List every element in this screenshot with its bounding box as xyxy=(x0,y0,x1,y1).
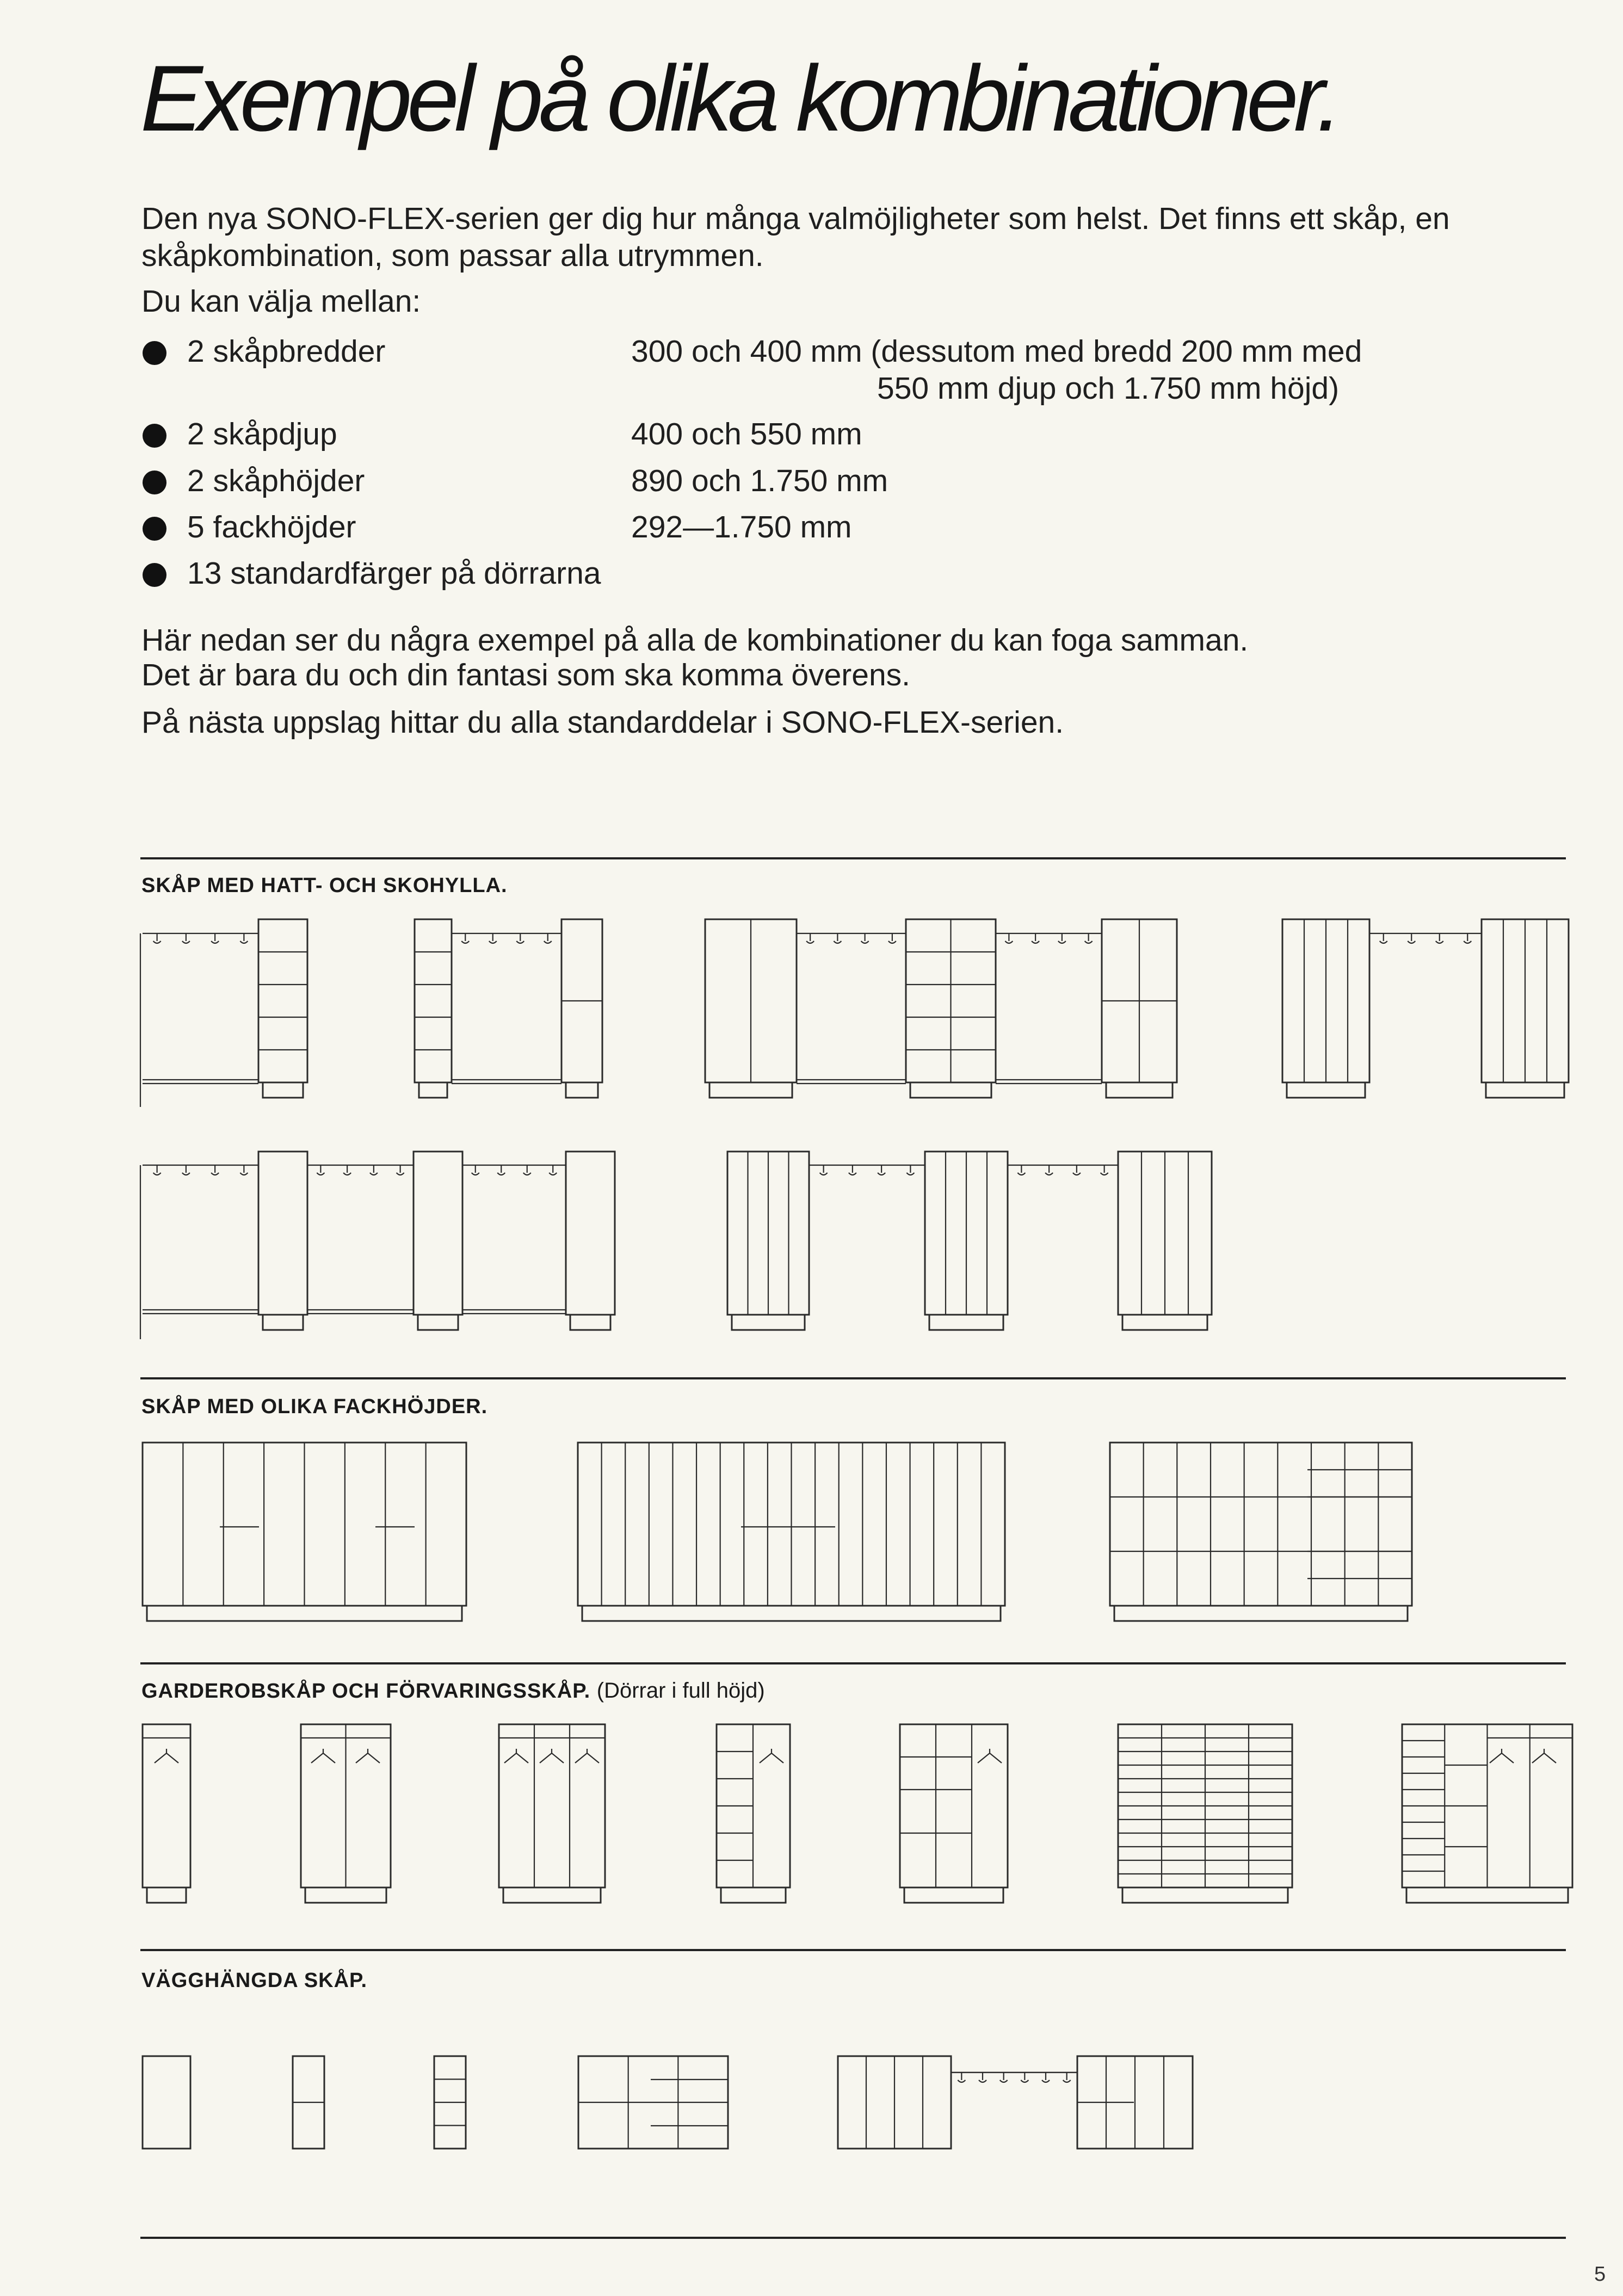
hook-icon xyxy=(1021,2080,1028,2082)
intro-choose: Du kan välja mellan: xyxy=(141,284,421,319)
hook-icon xyxy=(849,1173,856,1175)
hook-icon xyxy=(153,1173,161,1175)
hook-icon xyxy=(397,1173,404,1175)
hook-icon xyxy=(240,941,248,943)
hanger-icon xyxy=(540,1749,564,1763)
plinth xyxy=(1122,1315,1207,1330)
cabinet-outline xyxy=(900,1724,1008,1887)
intro-line-2: skåpkombination, som passar alla utrymmen. xyxy=(141,238,764,273)
hook-icon xyxy=(1000,2080,1008,2082)
hook-icon xyxy=(461,941,469,943)
hook-icon xyxy=(958,2080,965,2082)
hook-icon xyxy=(516,941,524,943)
section-heading: SKÅP MED OLIKA FACKHÖJDER. xyxy=(141,1395,488,1418)
hook-icon xyxy=(1063,2080,1071,2082)
plinth xyxy=(1287,1082,1365,1098)
intro-line-1: Den nya SONO-FLEX-serien ger dig hur många valmöjligheter som helst. Det finns ett skåp, en xyxy=(141,201,1450,236)
section-heading: VÄGGHÄNGDA SKÅP. xyxy=(141,1969,368,1992)
hook-icon xyxy=(240,1173,248,1175)
hook-icon xyxy=(211,941,219,943)
plinth xyxy=(263,1082,303,1098)
hook-icon xyxy=(834,941,841,943)
hook-icon xyxy=(1005,941,1013,943)
hook-icon xyxy=(861,941,869,943)
hook-icon xyxy=(544,941,552,943)
hook-icon xyxy=(1042,2080,1050,2082)
plinth xyxy=(263,1315,303,1330)
option-label: 2 skåpbredder xyxy=(187,334,386,369)
hanger-icon xyxy=(760,1749,783,1763)
section-heading: SKÅP MED HATT- OCH SKOHYLLA. xyxy=(141,874,508,897)
hook-icon xyxy=(472,1173,479,1175)
hook-icon xyxy=(489,941,497,943)
cabinet-outline xyxy=(258,1152,307,1315)
hook-icon xyxy=(182,941,190,943)
hanger-icon xyxy=(504,1749,528,1763)
section-note: (Dörrar i full höjd) xyxy=(596,1679,765,1703)
option-value: 292—1.750 mm xyxy=(631,510,852,544)
plinth xyxy=(929,1315,1003,1330)
page-title: Exempel på olika kombinationer. xyxy=(140,46,1338,151)
plinth xyxy=(1106,1082,1172,1098)
plinth xyxy=(1406,1887,1568,1903)
plinth xyxy=(147,1887,186,1903)
plinth xyxy=(1114,1606,1408,1621)
hook-icon xyxy=(497,1173,505,1175)
hanger-icon xyxy=(155,1749,178,1763)
hook-icon xyxy=(806,941,814,943)
hanger-icon xyxy=(978,1749,1002,1763)
plinth xyxy=(419,1082,447,1098)
hanger-icon xyxy=(311,1749,335,1763)
hook-icon xyxy=(370,1173,378,1175)
hook-icon xyxy=(1058,941,1066,943)
option-label: 13 standardfärger på dörrarna xyxy=(187,556,601,591)
outro-line-3: På nästa uppslag hittar du alla standarddelar i SONO-FLEX-serien. xyxy=(141,705,1064,740)
wall-cabinet-drawings xyxy=(143,2056,1193,2149)
plinth xyxy=(732,1315,805,1330)
hook-icon xyxy=(878,1173,885,1175)
hook-icon xyxy=(1380,941,1387,943)
hook-icon xyxy=(211,1173,219,1175)
plinth xyxy=(570,1315,610,1330)
hook-icon xyxy=(549,1173,557,1175)
hook-icon xyxy=(1045,1173,1053,1175)
hook-icon xyxy=(523,1173,531,1175)
hook-icon xyxy=(1073,1173,1081,1175)
section-heading: GARDEROBSKÅP OCH FÖRVARINGSSKÅP. (Dörrar i full höjd) xyxy=(141,1679,765,1703)
page-number: 5 xyxy=(1594,2263,1606,2286)
option-value: 300 och 400 mm (dessutom med bredd 200 mm med xyxy=(631,334,1362,369)
cabinet-outline xyxy=(143,2056,190,2149)
cabinet-outline xyxy=(258,919,307,1082)
hanger-icon xyxy=(1532,1749,1556,1763)
hat-shoe-shelf-drawings xyxy=(140,919,1569,1339)
plinth xyxy=(566,1082,598,1098)
plinth xyxy=(709,1082,792,1098)
option-label: 2 skåphöjder xyxy=(187,463,365,498)
plinth xyxy=(904,1887,1003,1903)
hook-icon xyxy=(1101,1173,1108,1175)
outro-line-1: Här nedan ser du några exempel på alla de kombinationer du kan foga samman. xyxy=(141,623,1249,658)
hook-icon xyxy=(343,1173,351,1175)
hook-icon xyxy=(888,941,896,943)
hook-icon xyxy=(1085,941,1093,943)
hanger-icon xyxy=(356,1749,380,1763)
option-label: 5 fackhöjder xyxy=(187,510,356,544)
hook-icon xyxy=(153,941,161,943)
hook-icon xyxy=(1032,941,1039,943)
plinth xyxy=(1122,1887,1288,1903)
hook-icon xyxy=(182,1173,190,1175)
plinth xyxy=(582,1606,1001,1621)
hook-icon xyxy=(820,1173,828,1175)
hook-icon xyxy=(1436,941,1443,943)
cabinet-outline xyxy=(414,1152,462,1315)
hook-icon xyxy=(906,1173,914,1175)
plinth xyxy=(1486,1082,1564,1098)
shelf-height-drawings xyxy=(143,1443,1412,1621)
option-value: 400 och 550 mm xyxy=(631,417,862,451)
hanger-icon xyxy=(575,1749,599,1763)
plinth xyxy=(147,1606,462,1621)
plinth xyxy=(721,1887,786,1903)
plinth xyxy=(305,1887,386,1903)
cabinet-outline xyxy=(1110,1443,1412,1606)
plinth xyxy=(503,1887,601,1903)
option-value: 890 och 1.750 mm xyxy=(631,463,888,498)
option-label: 2 skåpdjup xyxy=(187,417,337,451)
hanger-icon xyxy=(1490,1749,1514,1763)
wardrobe-drawings xyxy=(143,1724,1572,1903)
cabinet-outline xyxy=(566,1152,615,1315)
plinth xyxy=(910,1082,991,1098)
option-value-cont: 550 mm djup och 1.750 mm höjd) xyxy=(877,371,1340,406)
hook-icon xyxy=(979,2080,986,2082)
hook-icon xyxy=(1017,1173,1025,1175)
hook-icon xyxy=(1408,941,1415,943)
cabinet-outline xyxy=(415,919,452,1082)
outro-line-2: Det är bara du och din fantasi som ska komma överens. xyxy=(141,658,911,692)
plinth xyxy=(418,1315,458,1330)
hook-icon xyxy=(1464,941,1471,943)
hook-icon xyxy=(317,1173,324,1175)
